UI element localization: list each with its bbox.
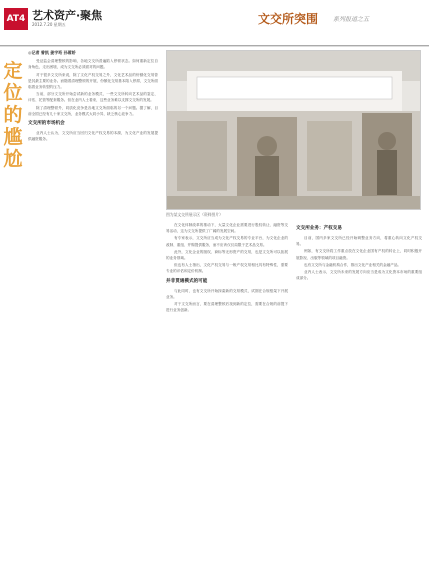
header-divider <box>0 46 429 47</box>
photo-caption: 图为某文交所展示区（资料图片） <box>166 212 223 217</box>
paragraph: 例如，有文交所将工作重点放在文化企业国有产权的转让上，同时积极开展影视、出版等领域的项目融资。 <box>296 249 422 260</box>
issue-date: 2012.7.20 星期五 <box>32 22 66 27</box>
headline-char: 定 <box>3 60 23 82</box>
column-subtitle: 系列报道之五 <box>333 16 370 23</box>
paragraph: 业内人士表示，文交所未来的发展方向应当是成为文化资本市场的重要组成部分。 <box>296 270 422 281</box>
headline-char: 位 <box>3 82 23 104</box>
paragraph: 与此同时，也有文交所开始探索新的交易模式，试图在合规框架下开展业务。 <box>166 288 288 299</box>
headline-char: 尬 <box>3 148 23 170</box>
paragraph: 除了清理整顿外，同质化竞争是各地文交所面临的另一个问题。据了解，目前全国已经有几十家文交所，业务模式大同小异，缺乏核心竞争力。 <box>28 105 158 116</box>
article-column-2 <box>166 222 288 578</box>
paragraph: 也有文交所与金融机构合作，推出文化产业相关的金融产品。 <box>304 262 402 267</box>
subheading: 文交所的市场机会 <box>28 121 65 127</box>
article-column-1 <box>28 50 158 578</box>
paragraph: 在文化体制改革的推动下，大量文化企业需要进行股权转让、融资等交易活动，这为文交所提供了广阔的发展空间。 <box>166 223 288 234</box>
paragraph: 业内人士认为，文交所应当回归文化产权交易的本源，为文化产业的发展提供融资服务。 <box>28 131 158 142</box>
article-byline: ◎记者 曾凯 姜宇珩 孙蓉娇 <box>28 50 76 55</box>
paragraph: 受证监会清理整顿的影响，各地文交所普遍陷入停顿状态。如何重新定位自身角色，走出困境，成为文交所必须面对的问题。 <box>28 59 158 70</box>
article-photo <box>166 50 421 210</box>
paragraph: 有专家表示，文交所应当成为文化产权交易的专业平台，为文化企业的改制、重组、并购提供服务，而不应该仅仅局限于艺术品交易。 <box>166 236 288 247</box>
page-badge: AT4 <box>4 8 28 30</box>
paragraph: 对于很多文交所来说，除了文化产权交易之外，文化艺术品的份额化交易曾是其最主要的业务。而随着清理整顿的开展，份额化交易基本陷入停滞，文交所面临着业务转型的压力。 <box>28 72 158 90</box>
headline-char: 的 <box>3 104 23 126</box>
subheading: 文交所业务：产权交易 <box>296 226 342 231</box>
paragraph: 此外，文化企业的版权、商标等无形资产的交易，也是文交所可以拓展的业务领域。 <box>166 249 288 261</box>
article-headline <box>2 60 24 170</box>
paragraph: 当前，部分文交所开始尝试新的业务模式，一些文交所转向艺术品的鉴定、评估、托管等配套服务。但在业内人士看来，这些业务难以支撑文交所的发展。 <box>28 92 158 103</box>
article-column-3 <box>296 222 422 578</box>
subheading: 并非贯通模式的可能 <box>166 278 208 284</box>
column-title: 文交所突围 <box>258 12 319 26</box>
paragraph: 对于文交所而言，要在清理整顿后找到新的定位，需要在合规的前提下进行业务创新。 <box>166 302 288 313</box>
paragraph: 但也有人士指出，文化产权交易与一般产权交易相比具有特殊性，需要专业的评估和定价机制。 <box>166 263 288 274</box>
page-header <box>0 0 429 46</box>
paragraph: 目前，国内多家文交所已经开始调整业务方向，将重心转向文化产权交易。 <box>296 236 422 247</box>
headline-char: 尴 <box>3 126 23 148</box>
exhibition-photo <box>167 51 421 210</box>
section-title: 艺术资产·聚焦 <box>32 9 103 22</box>
